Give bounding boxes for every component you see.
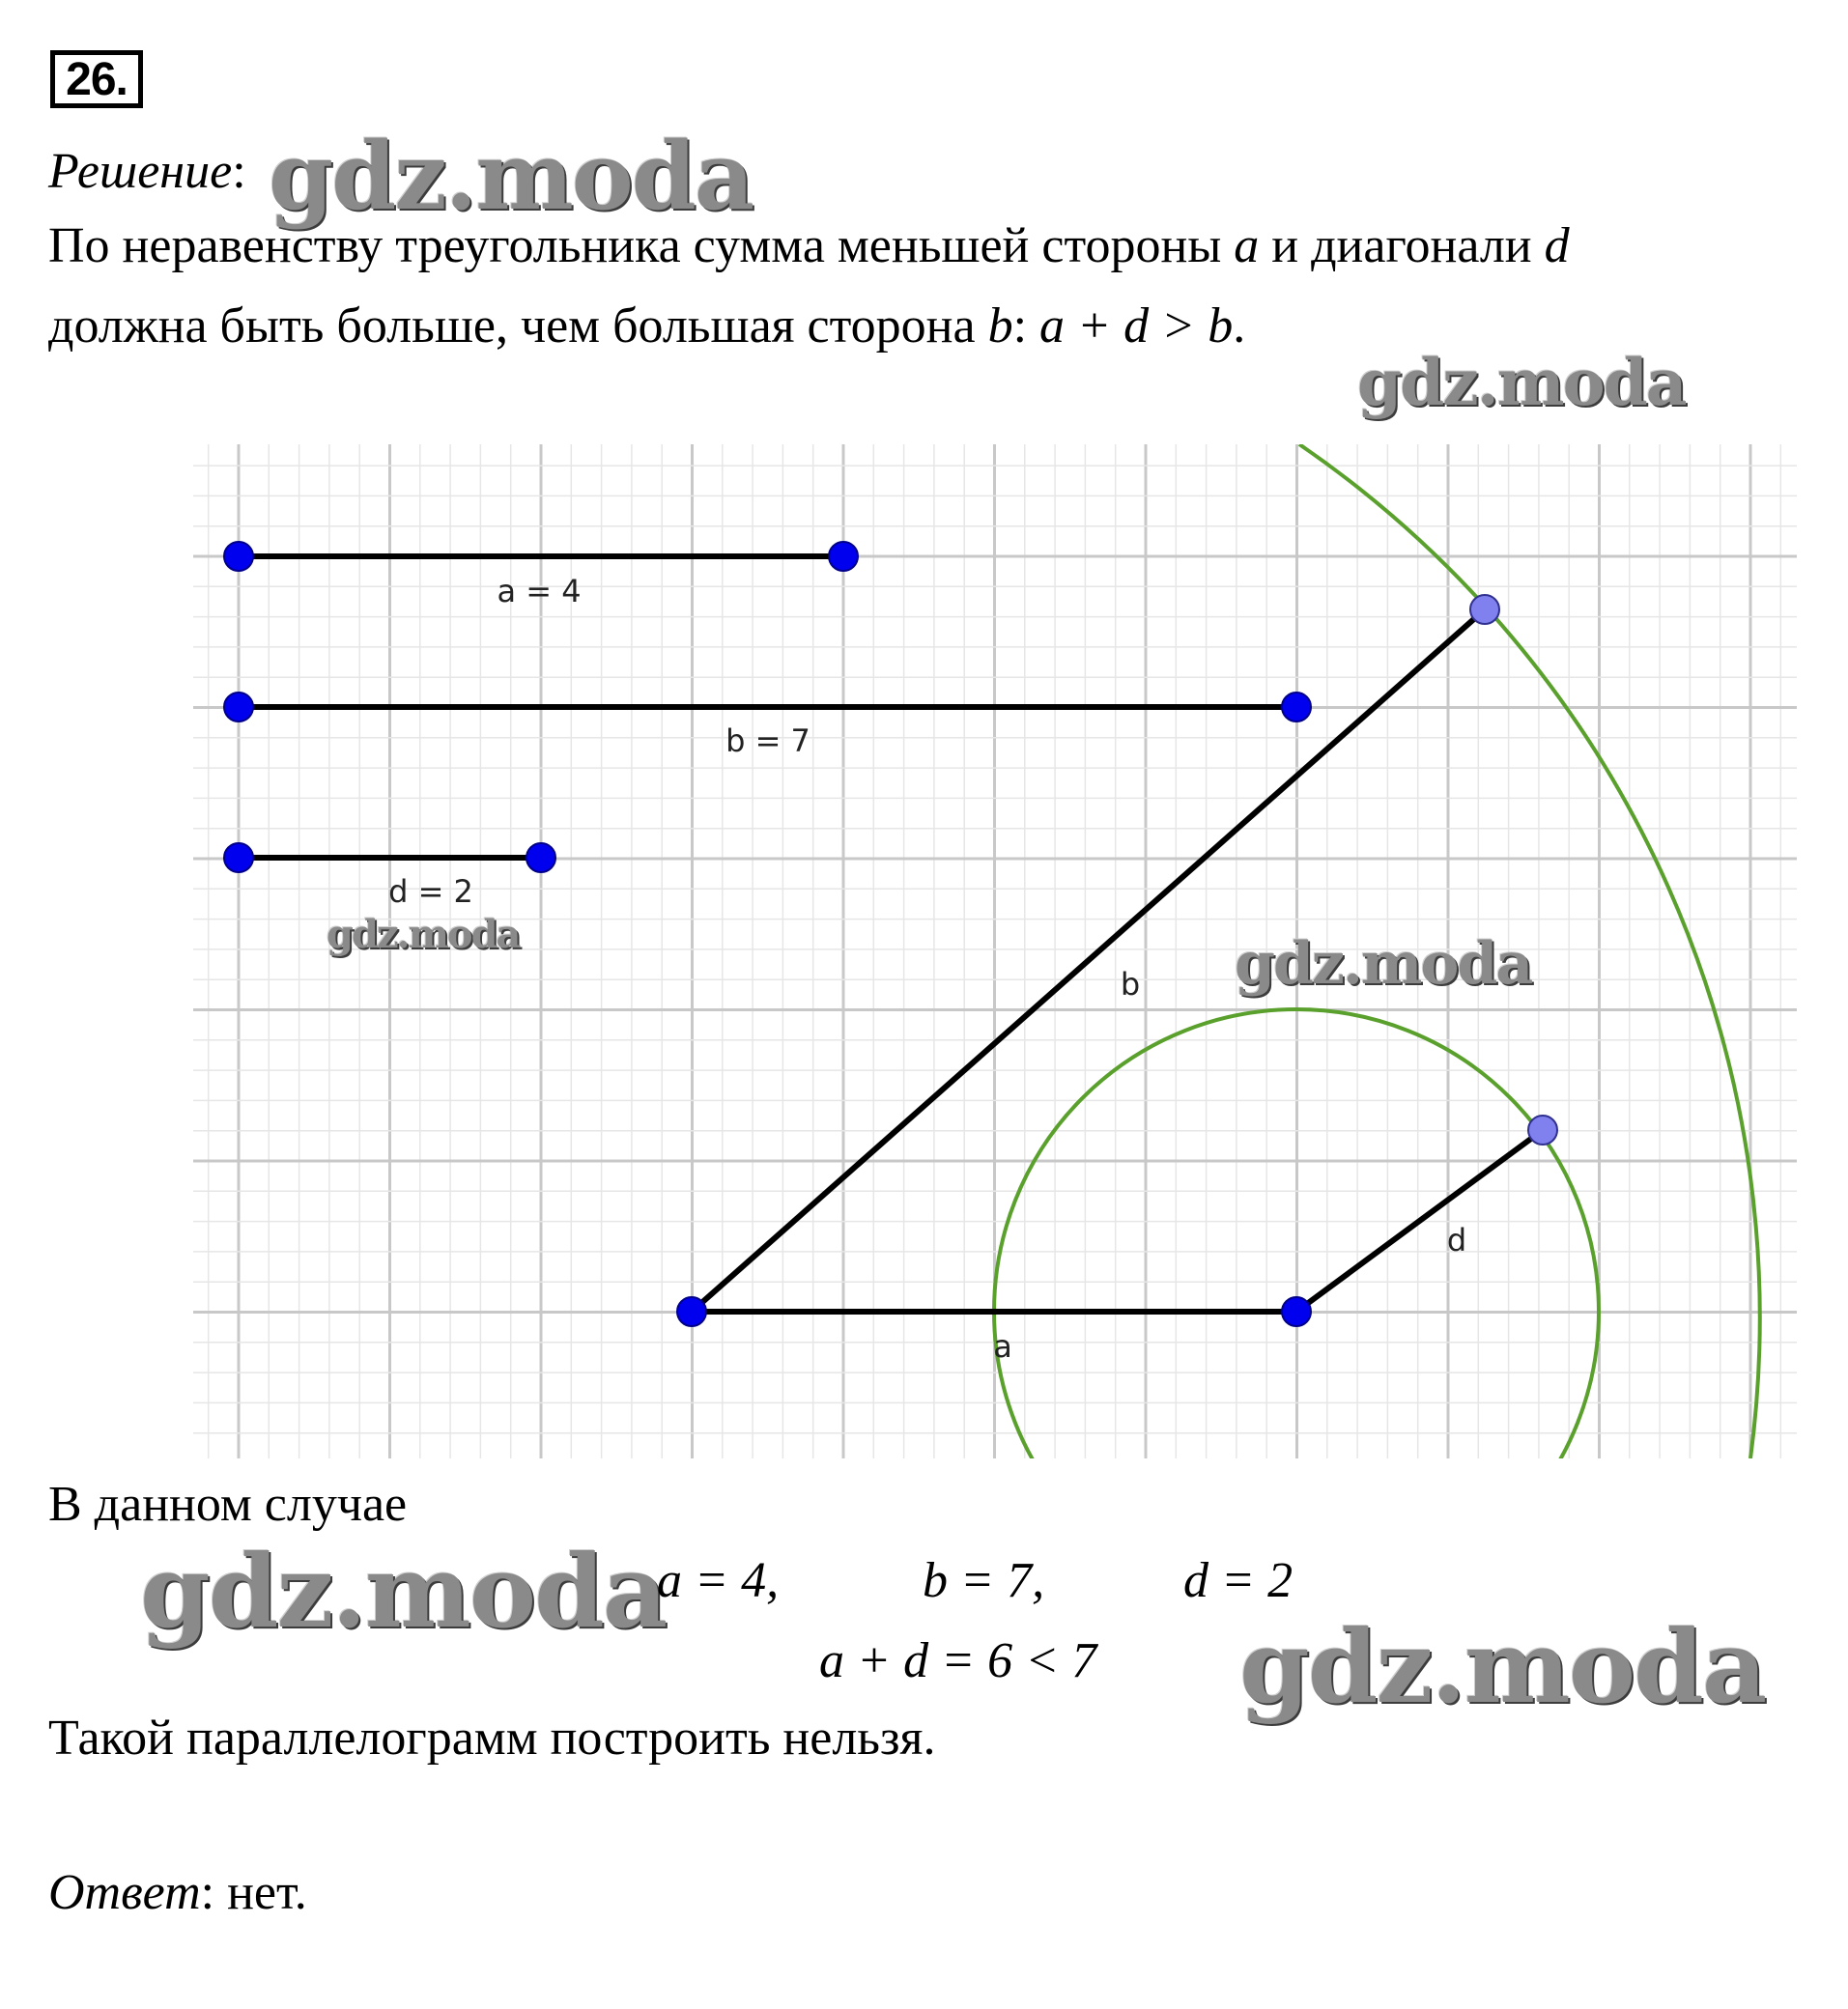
watermark-6: gdz.moda [1239, 1607, 1766, 1726]
paragraph-inequality: a + d > b [1039, 298, 1234, 354]
point-b-start [224, 693, 253, 722]
label-side-a: a [993, 1328, 1012, 1365]
paragraph-var-a: a [1234, 218, 1260, 273]
value-b: b = 7, [923, 1553, 1045, 1608]
answer-value: нет. [227, 1865, 307, 1920]
watermark-2: gdz.moda [1357, 345, 1686, 420]
point-a-start [224, 542, 253, 571]
point-on-circle-b [1470, 595, 1499, 624]
paragraph-period: . [1233, 298, 1246, 354]
point-b-end [1282, 693, 1311, 722]
label-segment-b: b = 7 [725, 722, 810, 759]
value-d: d = 2 [1183, 1553, 1294, 1608]
paragraph-line-1 [48, 217, 1570, 275]
value-sum: a + d = 6 < 7 [819, 1633, 1097, 1688]
paragraph-var-b: b [987, 298, 1013, 354]
point-a-end [829, 542, 858, 571]
paragraph-var-d: d [1544, 218, 1570, 273]
paragraph-line-2 [48, 297, 1245, 355]
point-d-end [526, 843, 555, 872]
solution-heading [48, 143, 246, 201]
paragraph-line2-text: должна быть больше, чем большая сторона [48, 298, 976, 354]
watermark-3: gdz.moda [327, 912, 520, 957]
paragraph-line1-and: и диагонали [1271, 218, 1532, 273]
point-vertex-right [1282, 1297, 1311, 1326]
task-number: 26. [50, 50, 143, 108]
label-segment-d: d = 2 [388, 873, 473, 910]
watermark-5: gdz.moda [140, 1532, 667, 1651]
conclusion: Такой параллелограмм построить нельзя. [48, 1711, 936, 1766]
point-vertex-left [677, 1297, 706, 1326]
value-a: a = 4, [657, 1553, 780, 1608]
solution-colon: : [232, 144, 246, 199]
label-side-b: b [1120, 966, 1141, 1003]
paragraph-line1-text: По неравенству треугольника сумма меньшей стороны [48, 218, 1222, 273]
answer-colon: : [200, 1865, 215, 1920]
solution-label: Решение [48, 144, 233, 199]
watermark-4: gdz.moda [1235, 930, 1532, 998]
case-text: В данном случае [48, 1477, 408, 1532]
label-side-d: d [1446, 1222, 1467, 1259]
point-on-circle-d [1528, 1116, 1557, 1145]
label-segment-a: a = 4 [497, 573, 582, 609]
answer-label: Ответ [48, 1865, 201, 1920]
paragraph-line2-colon: : [1012, 298, 1028, 354]
answer-line [48, 1864, 307, 1922]
point-d-start [224, 843, 253, 872]
watermark-1: gdz.moda [269, 122, 753, 231]
